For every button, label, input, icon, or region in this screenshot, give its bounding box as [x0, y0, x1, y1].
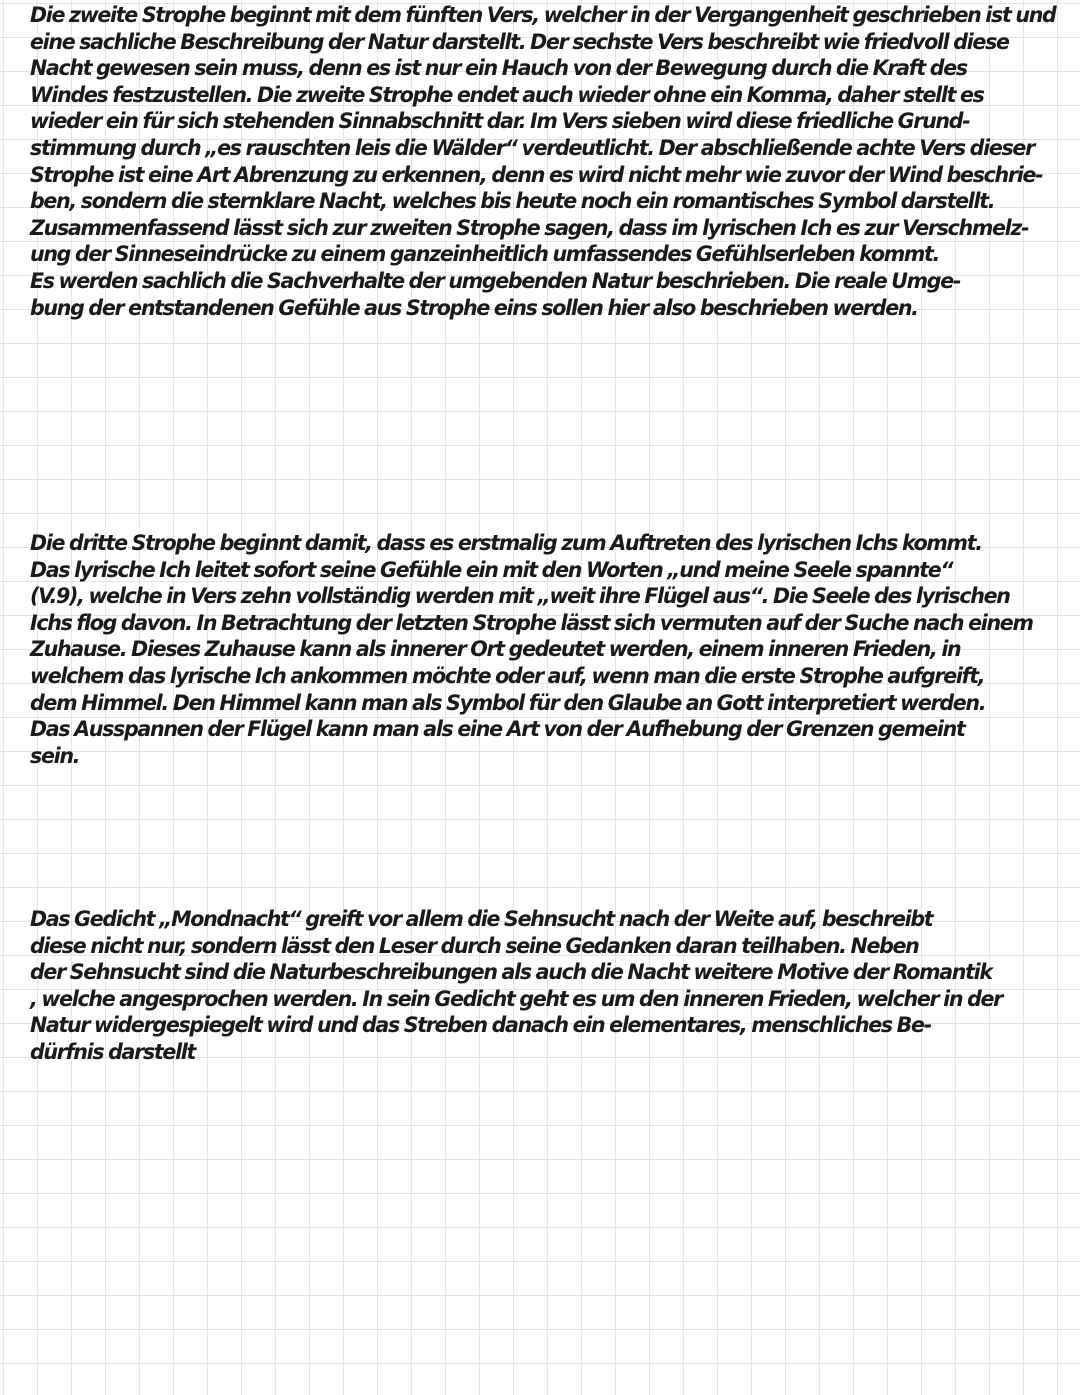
- text-line: eine sachliche Beschreibung der Natur darstellt. Der sechste Vers beschreibt wie friedvoll diese: [30, 29, 1009, 54]
- text-line: Es werden sachlich die Sachverhalte der umgebenden Natur beschrieben. Die reale Umge-: [30, 268, 961, 293]
- text-line: Das Gedicht „Mondnacht“ greift vor allem die Sehnsucht nach der Weite auf, beschreibt: [30, 907, 933, 931]
- text-line: Zusammenfassend lässt sich zur zweiten Strophe sagen, dass im lyrischen Ich es zur Verschmelz-: [30, 215, 1029, 240]
- text-line: (V.9), welche in Vers zehn vollständig werden mit „weit ihre Flügel aus“. Die Seele des lyrischen: [30, 584, 1010, 609]
- text-line: Die dritte Strophe beginnt damit, dass es erstmalig zum Auftreten des lyrischen Ichs kommt.: [30, 531, 982, 555]
- text-line: stimmung durch „es rauschten leis die Wälder“ verdeutlicht. Der abschließende achte Vers dieser: [30, 135, 1034, 160]
- paragraph-conclusion: [0, 906, 1080, 1066]
- text-line: dem Himmel. Den Himmel kann man als Symbol für den Glaube an Gott interpretiert werden.: [30, 690, 986, 715]
- text-line: Das lyrische Ich leitet sofort seine Gefühle ein mit den Worten „und meine Seele spannte“: [30, 557, 953, 582]
- text-line: ung der Sinneseindrücke zu einem ganzeinheitlich umfassendes Gefühlserleben kommt.: [30, 242, 940, 267]
- text-line: Die zweite Strophe beginnt mit dem fünften Vers, welcher in der Vergangenheit geschrieben ist und: [30, 3, 1056, 27]
- text-line: der Sehnsucht sind die Naturbeschreibungen als auch die Nacht weitere Motive der Romantik: [30, 960, 992, 985]
- text-line: Strophe ist eine Art Abrenzung zu erkennen, denn es wird nicht mehr wie zuvor der Wind beschrie-: [30, 162, 1043, 187]
- text-line: Ichs flog davon. In Betrachtung der letzten Strophe lässt sich vermuten auf der Suche nach einem: [30, 610, 1033, 635]
- text-line: , welche angesprochen werden. In sein Gedicht geht es um den inneren Frieden, welcher in der: [30, 986, 1003, 1011]
- text-line: bung der entstandenen Gefühle aus Strophe eins sollen hier also beschrieben werden.: [30, 295, 918, 320]
- text-line: dürfnis darstellt: [30, 1039, 196, 1064]
- paragraph-second-stanza: [0, 2, 1080, 321]
- text-line: welchem das lyrische Ich ankommen möchte oder auf, wenn man die erste Strophe aufgreift,: [30, 663, 985, 688]
- text-line: sein.: [30, 743, 80, 768]
- text-line: wieder ein für sich stehenden Sinnabschnitt dar. Im Vers sieben wird diese friedliche Grund-: [30, 109, 970, 134]
- text-line: Natur widergespiegelt wird und das Streben danach ein elementares, menschliches Be-: [30, 1013, 931, 1038]
- text-line: diese nicht nur, sondern lässt den Leser durch seine Gedanken daran teilhaben. Neben: [30, 933, 919, 958]
- text-line: ben, sondern die sternklare Nacht, welches bis heute noch ein romantisches Symbol darstellt.: [30, 189, 995, 214]
- text-line: Das Ausspannen der Flügel kann man als eine Art von der Aufhebung der Grenzen gemeint: [30, 717, 965, 742]
- paragraph-third-stanza: [0, 530, 1080, 769]
- text-line: Nacht gewesen sein muss, denn es ist nur ein Hauch von der Bewegung durch die Kraft des: [30, 56, 967, 81]
- text-line: Zuhause. Dieses Zuhause kann als innerer Ort gedeutet werden, einem inneren Frieden, in: [30, 637, 961, 662]
- text-line: Windes festzustellen. Die zweite Strophe endet auch wieder ohne ein Komma, daher stellt es: [30, 82, 984, 107]
